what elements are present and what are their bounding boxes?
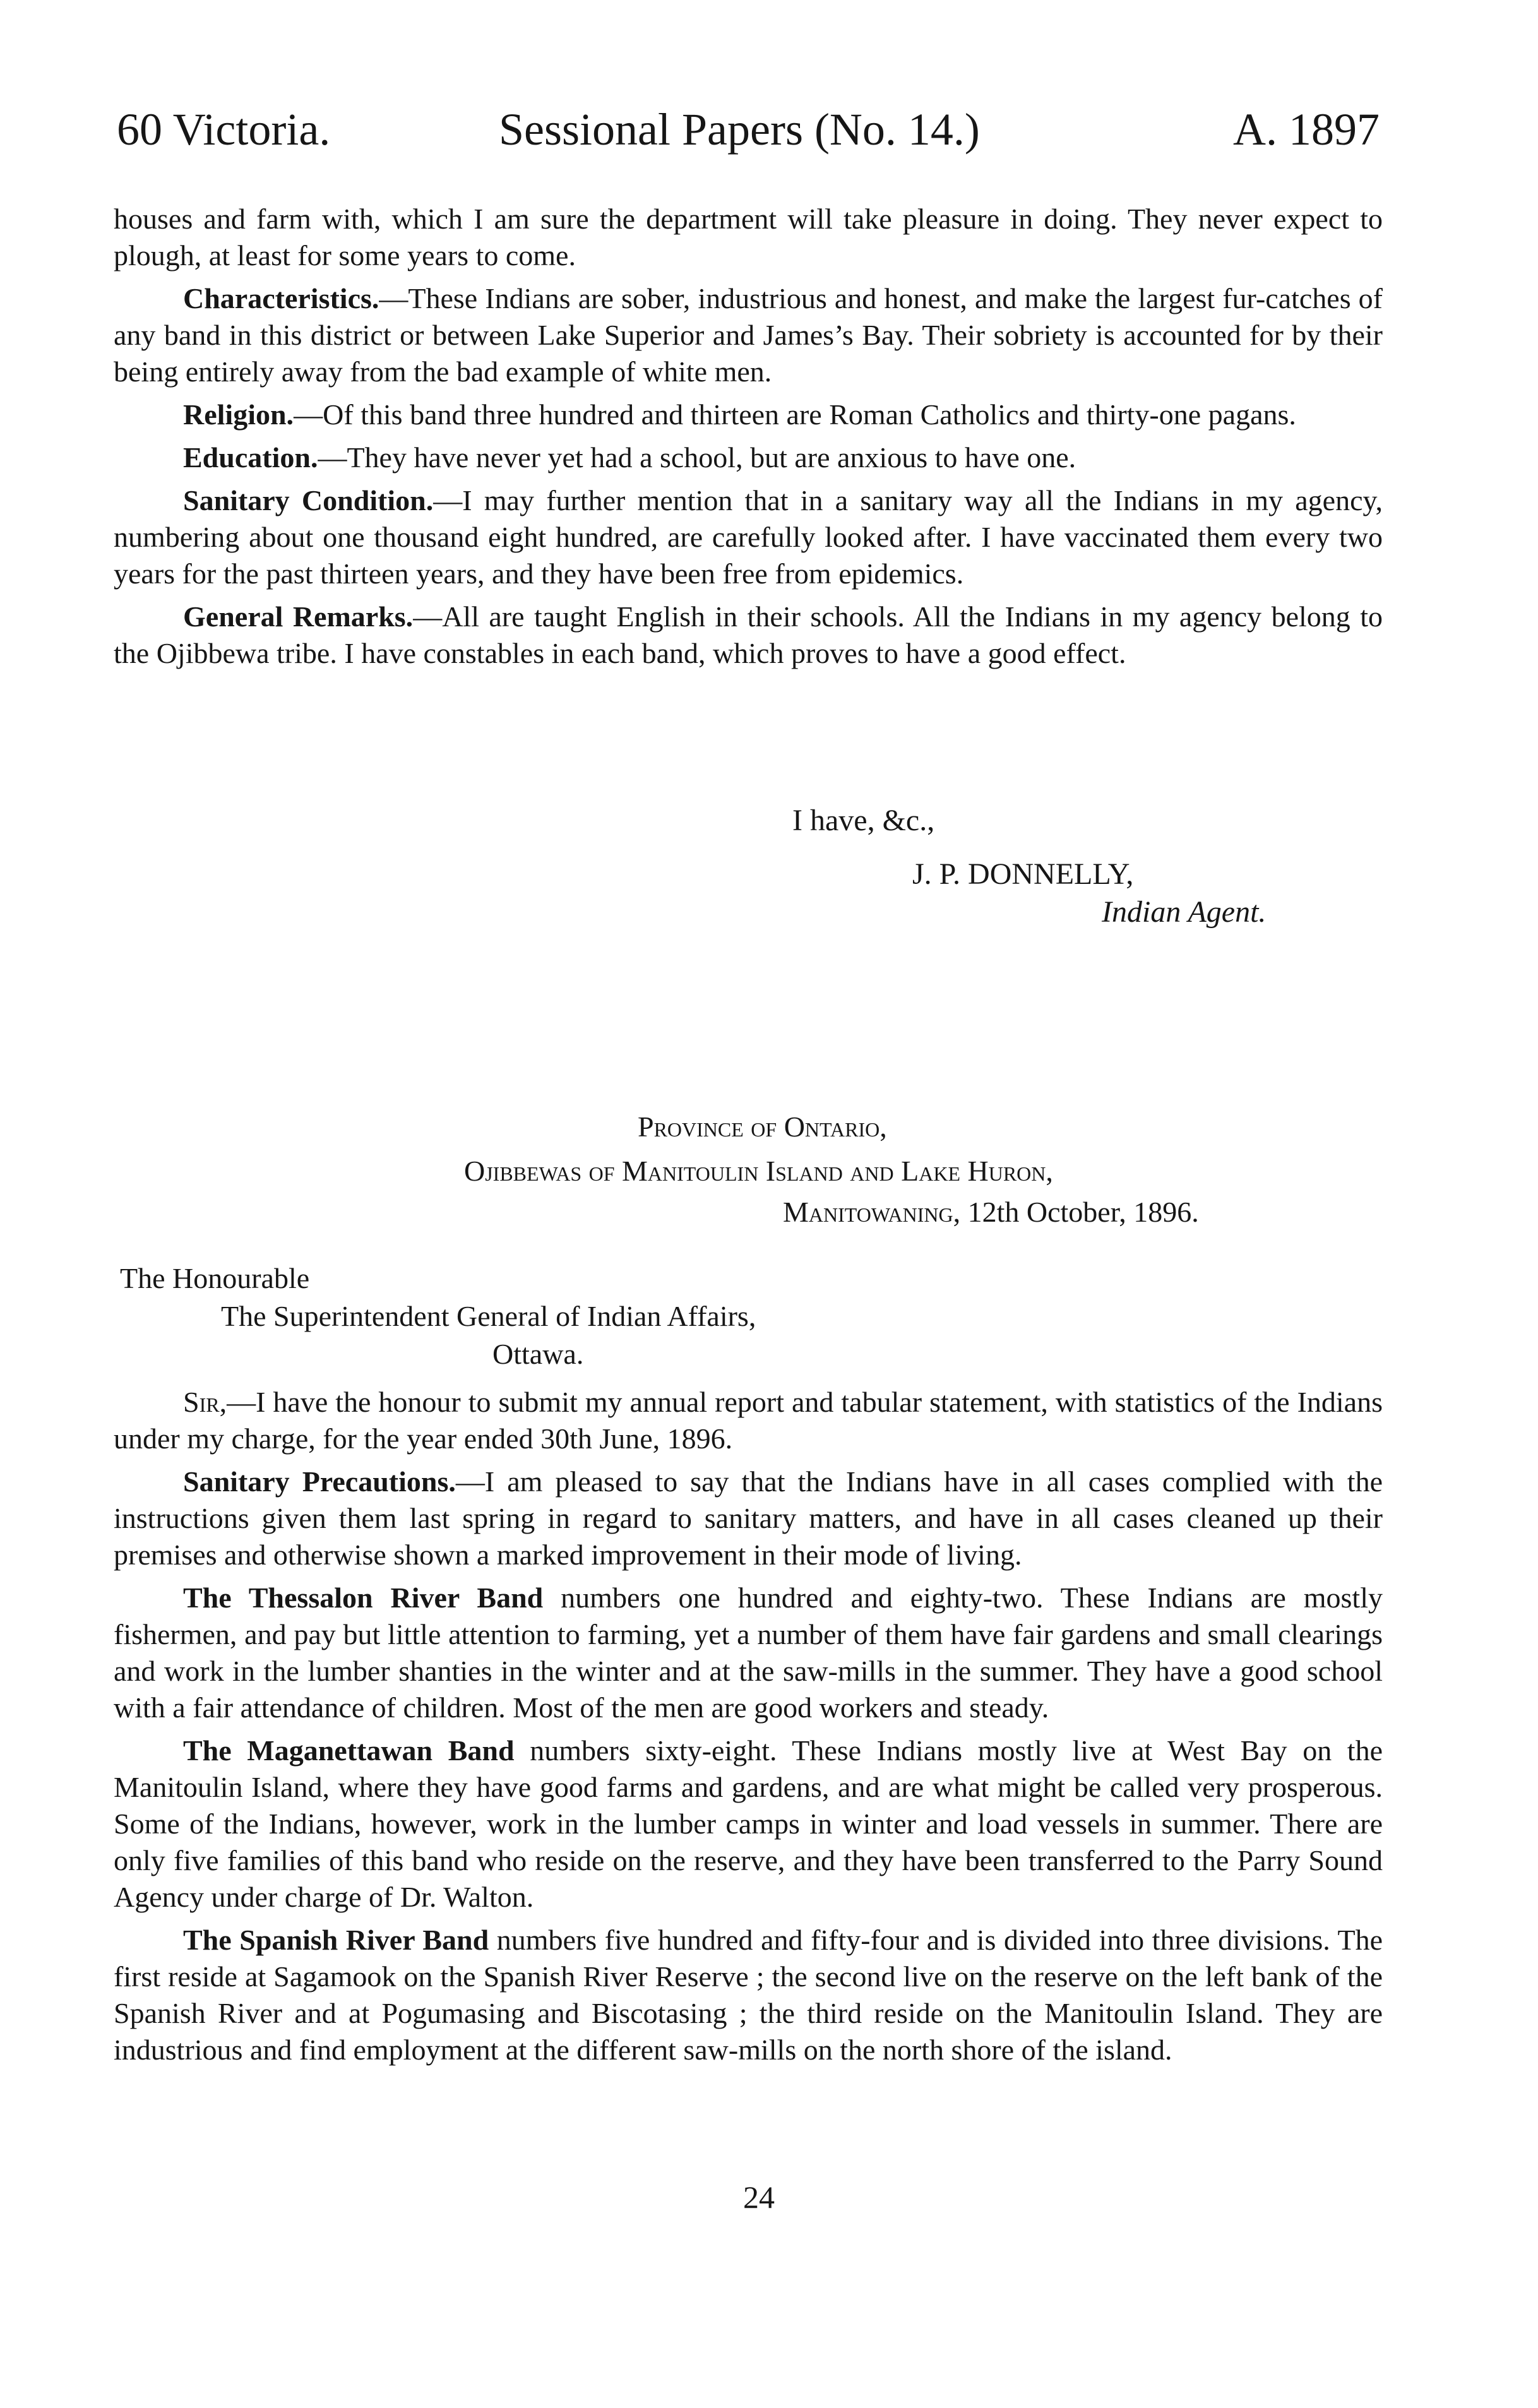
paragraph-spanish-river-band xyxy=(114,1922,1383,2068)
salutation-line-2: The Superintendent General of Indian Affairs, xyxy=(221,1300,756,1332)
paragraph-heading: Sanitary Condition. xyxy=(183,484,434,516)
paragraph-sir xyxy=(114,1384,1383,1457)
page-number: 24 xyxy=(743,2179,775,2215)
paragraph-heading: Sir, xyxy=(183,1386,227,1418)
paragraph-thessalon-river-band xyxy=(114,1580,1383,1726)
paragraph-text: —They have never yet had a school, but are anxious to have one. xyxy=(318,441,1076,474)
running-header xyxy=(117,95,1380,164)
paragraph-heading: Education. xyxy=(183,441,318,474)
paragraph-text: —I may further mention that in a sanitary way all the Indians in my agency, numbering about one thousand eight hundred, are carefully looked after. I have vaccinated them every two years for the past thirteen years, and they have been free from epidemics. xyxy=(114,484,1383,590)
paragraph-characteristics xyxy=(114,280,1383,390)
paragraph-opening: houses and farm with, which I am sure the department will take pleasure in doing. They never expect to plough, at least for some years to come. xyxy=(114,203,1383,271)
paragraph-text: —Of this band three hundred and thirteen are Roman Catholics and thirty-one pagans. xyxy=(294,398,1296,431)
paragraph-general-remarks xyxy=(114,599,1383,672)
paragraph-heading: The Spanish River Band xyxy=(183,1924,489,1956)
paragraph-text: numbers five hundred and fifty-four and is divided into three divisions. The first reside at Sagamook on the Spanish River Reserve ; the second live on the reserve on the left bank of the Spanish River and at Pogumasing and Biscotasing ; the third reside on the Manitoulin Island. They are industrious and find employment at the different saw-mills on the north shore of the island. xyxy=(114,1924,1383,2066)
paragraph-religion xyxy=(114,396,1383,433)
paragraph-text: —These Indians are sober, industrious and honest, and make the largest fur-catches of any band in this district or between Lake Superior and James’s Bay. Their sobriety is accounted for by their being entirely away from the bad example of white men. xyxy=(114,282,1383,388)
paragraph-text: —I have the honour to submit my annual report and tabular statement, with statistics of the Indians under my charge, for the year ended 30th June, 1896. xyxy=(114,1386,1383,1455)
paragraph-heading: The Maganettawan Band xyxy=(183,1734,515,1767)
signature-closing: I have, &c., xyxy=(792,804,935,837)
paragraph-text: —I am pleased to say that the Indians have in all cases complied with the instructions given them last spring in regard to sanitary matters, and have in all cases cleaned up their premises and otherwise shown a marked improvement in their mode of living. xyxy=(114,1465,1383,1571)
salutation-line-1: The Honourable xyxy=(120,1262,310,1294)
paragraph-sanitary-condition xyxy=(114,482,1383,592)
paragraph-sanitary-precautions xyxy=(114,1463,1383,1573)
paragraph-maganettawan-band xyxy=(114,1732,1383,1916)
paragraph-heading: Sanitary Precautions. xyxy=(183,1465,456,1498)
report-continuation xyxy=(114,201,1383,678)
address-date: 12th October, 1896. xyxy=(967,1196,1199,1228)
signature-name: J. P. DONNELLY, xyxy=(912,857,1134,891)
address-place-date xyxy=(783,1193,1199,1231)
paragraph-heading: Characteristics. xyxy=(183,282,379,314)
paragraph-heading: General Remarks. xyxy=(183,600,414,633)
address-province: Province of Ontario, xyxy=(638,1111,887,1143)
address-place: Manitowaning, xyxy=(783,1196,961,1228)
header-year: A. 1897 xyxy=(1233,104,1380,155)
paragraph-text: numbers one hundred and eighty-two. These Indians are mostly fishermen, and pay but little attention to farming, yet a number of them have fair gardens and small clearings and work in the lumber shanties in the winter and at the saw-mills in the summer. They have a good school with a fair attendance of children. Most of the men are good workers and steady. xyxy=(114,1582,1383,1724)
paragraph-heading: Religion. xyxy=(183,398,294,431)
salutation-line-3: Ottawa. xyxy=(492,1338,584,1370)
address-agency: Ojibbewas of Manitoulin Island and Lake Huron, xyxy=(464,1155,1053,1187)
paragraph-text: numbers sixty-eight. These Indians mostly live at West Bay on the Manitoulin Island, where they have good farms and gardens, and are what might be called very prosperous. Some of the Indians, however, work in the lumber camps in winter and load vessels in summer. There are only five families of this band who reside on the reserve, and they have been transferred to the Parry Sound Agency under charge of Dr. Walton. xyxy=(114,1734,1383,1913)
header-session: 60 Victoria. xyxy=(117,104,331,155)
paragraph-heading: The Thessalon River Band xyxy=(183,1582,544,1614)
paragraph-education xyxy=(114,439,1383,476)
paragraph-text: —All are taught English in their schools. All the Indians in my agency belong to the Ojibbewa tribe. I have constables in each band, which proves to have a good effect. xyxy=(114,600,1383,669)
signature-title: Indian Agent. xyxy=(1102,895,1267,929)
header-title: Sessional Papers (No. 14.) xyxy=(499,104,980,155)
annual-report-body xyxy=(114,1384,1383,2075)
